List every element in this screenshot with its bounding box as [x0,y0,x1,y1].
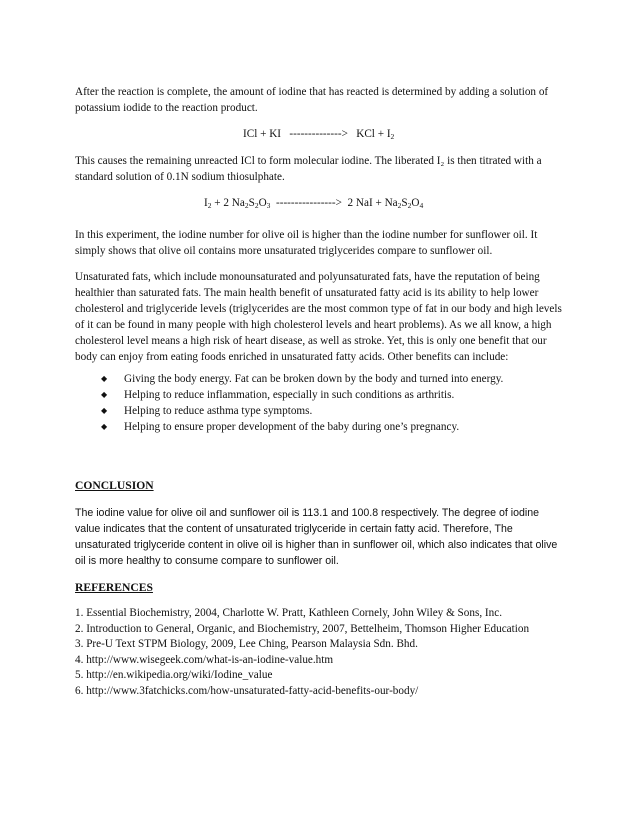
list-item-text: Giving the body energy. Fat can be broken down by the body and turned into energy. [124,373,504,385]
list-item-text: Helping to ensure proper development of the baby during one’s pregnancy. [124,421,460,433]
equation-thiosulphate [75,195,567,211]
eq2-subscript: 3 [266,201,271,210]
equation1-arrow: --------------> [289,128,348,140]
eq2-subscript: 2 [407,201,412,210]
reference-item: 1. Essential Biochemistry, 2004, Charlotte W. Pratt, Kathleen Cornely, John Wiley & Sons, Inc. [75,607,503,619]
eq2-subscript: 2 [254,201,259,210]
conclusion-heading: CONCLUSION [75,479,154,492]
equation1-rhs: KCl + I [356,128,391,140]
eq2-subscript: 4 [419,201,424,210]
page-content [75,84,567,700]
eq2-subscript: 2 [244,201,249,210]
eq2-term: O [258,197,267,209]
benefits-list [75,371,567,435]
reference-item: 6. http://www.3fatchicks.com/how-unsaturated-fatty-acid-benefits-our-body/ [75,684,419,697]
equation1-rhs-subscript: 2 [390,132,395,141]
equation2-arrow: ----------------> [276,197,342,209]
eq2-subscript: 2 [207,201,212,210]
eq2-term: I [204,197,208,209]
unsaturated-fats-paragraph: Unsaturated fats, which include monounsaturated and polyunsaturated fats, have the reputation of being healthier than saturated fats. The main health benefit of unsaturated fatty acid is its ability to help lower cholesterol and triglyceride levels (triglycerides are the most common type of fat in our body and high levels of it can be found in many people with high cholesterol levels and heart problems). As we all know, a high cholesterol level means a high risk of heart disease, as well as stroke. Yet, this is only one benefit that our body can enjoy from eating foods enriched in unsaturated fatty acids. Other benefits can include: [75,271,562,363]
conclusion-paragraph: The iodine value for olive oil and sunflower oil is 113.1 and 100.8 respectively. The degree of iodine value indicates that the content of unsaturated triglyceride in certain fatty acid. Therefore, The unsaturated triglyceride content in olive oil is higher than in sunflower oil, which also indicates that olive oil is more healthy to consume compare to sunflower oil. [75,507,558,567]
intro-paragraph: After the reaction is complete, the amount of iodine that has reacted is determined by adding a solution of potassium iodide to the reaction product. [75,86,549,114]
titration-paragraph: This causes the remaining unreacted ICl to form molecular iodine. The liberated I₂ is then titrated with a standard solution of 0.1N sodium thiosulphate. [75,155,542,183]
references-list [75,606,567,700]
list-item [101,387,567,403]
equation1-lhs: ICl + KI [243,128,282,140]
list-item [101,419,567,435]
list-item-text: Helping to reduce asthma type symptoms. [124,405,313,417]
eq2-term: O [411,197,420,209]
diamond-bullet-icon: ◆ [101,422,108,431]
list-item [101,403,567,419]
eq2-term: S [248,197,255,209]
experiment-paragraph: In this experiment, the iodine number for olive oil is higher than the iodine number for sunflower oil. It simply shows that olive oil contains more unsaturated triglycerides compare to sunflower oil. [75,229,538,257]
eq2-subscript: 2 [397,201,402,210]
eq2-term: 2 NaI + Na [347,197,398,209]
references-heading: REFERENCES [75,581,153,594]
diamond-bullet-icon: ◆ [101,406,108,415]
eq2-term: S [401,197,408,209]
diamond-bullet-icon: ◆ [101,374,108,383]
reference-item: 2. Introduction to General, Organic, and Biochemistry, 2007, Bettelheim, Thomson Higher Education [75,622,530,635]
list-item-text: Helping to reduce inflammation, especially in such conditions as arthritis. [124,389,455,401]
reference-item: 5. http://en.wikipedia.org/wiki/Iodine_value [75,669,273,682]
equation-iodine-chloride [75,126,567,142]
list-item [101,371,567,387]
eq2-term: + 2 Na [211,197,245,209]
reference-item: 4. http://www.wisegeek.com/what-is-an-iodine-value.htm [75,653,334,666]
reference-item: 3. Pre-U Text STPM Biology, 2009, Lee Ching, Pearson Malaysia Sdn. Bhd. [75,638,418,651]
diamond-bullet-icon: ◆ [101,390,108,399]
